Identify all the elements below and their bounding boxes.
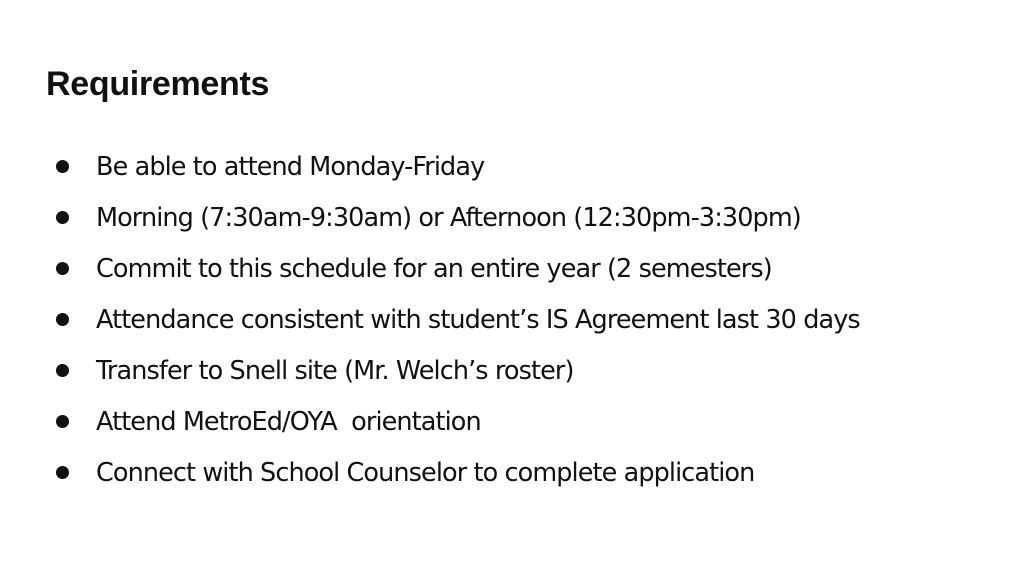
list-item-text: Attendance consistent with student’s IS Agreement last 30 days xyxy=(96,304,860,335)
list-item-text: Be able to attend Monday-Friday xyxy=(96,151,485,182)
list-item xyxy=(52,141,860,192)
bullet-icon xyxy=(56,211,69,224)
list-item-text: Attend MetroEd/OYA orientation xyxy=(96,406,481,437)
bullet-icon xyxy=(56,415,69,428)
list-item xyxy=(52,243,860,294)
list-item xyxy=(52,447,860,498)
bullet-icon xyxy=(56,262,69,275)
list-item-text: Transfer to Snell site (Mr. Welch’s roster) xyxy=(96,355,574,386)
requirements-list xyxy=(52,141,860,498)
list-item-text: Connect with School Counselor to complete application xyxy=(96,457,755,488)
list-item xyxy=(52,345,860,396)
list-item-text: Commit to this schedule for an entire year (2 semesters) xyxy=(96,253,772,284)
bullet-icon xyxy=(56,466,69,479)
list-item xyxy=(52,294,860,345)
list-item xyxy=(52,396,860,447)
bullet-icon xyxy=(56,160,69,173)
list-item xyxy=(52,192,860,243)
bullet-icon xyxy=(56,313,69,326)
slide-title: Requirements xyxy=(46,65,270,103)
list-item-text: Morning (7:30am-9:30am) or Afternoon (12:30pm-3:30pm) xyxy=(96,202,801,233)
bullet-icon xyxy=(56,364,69,377)
